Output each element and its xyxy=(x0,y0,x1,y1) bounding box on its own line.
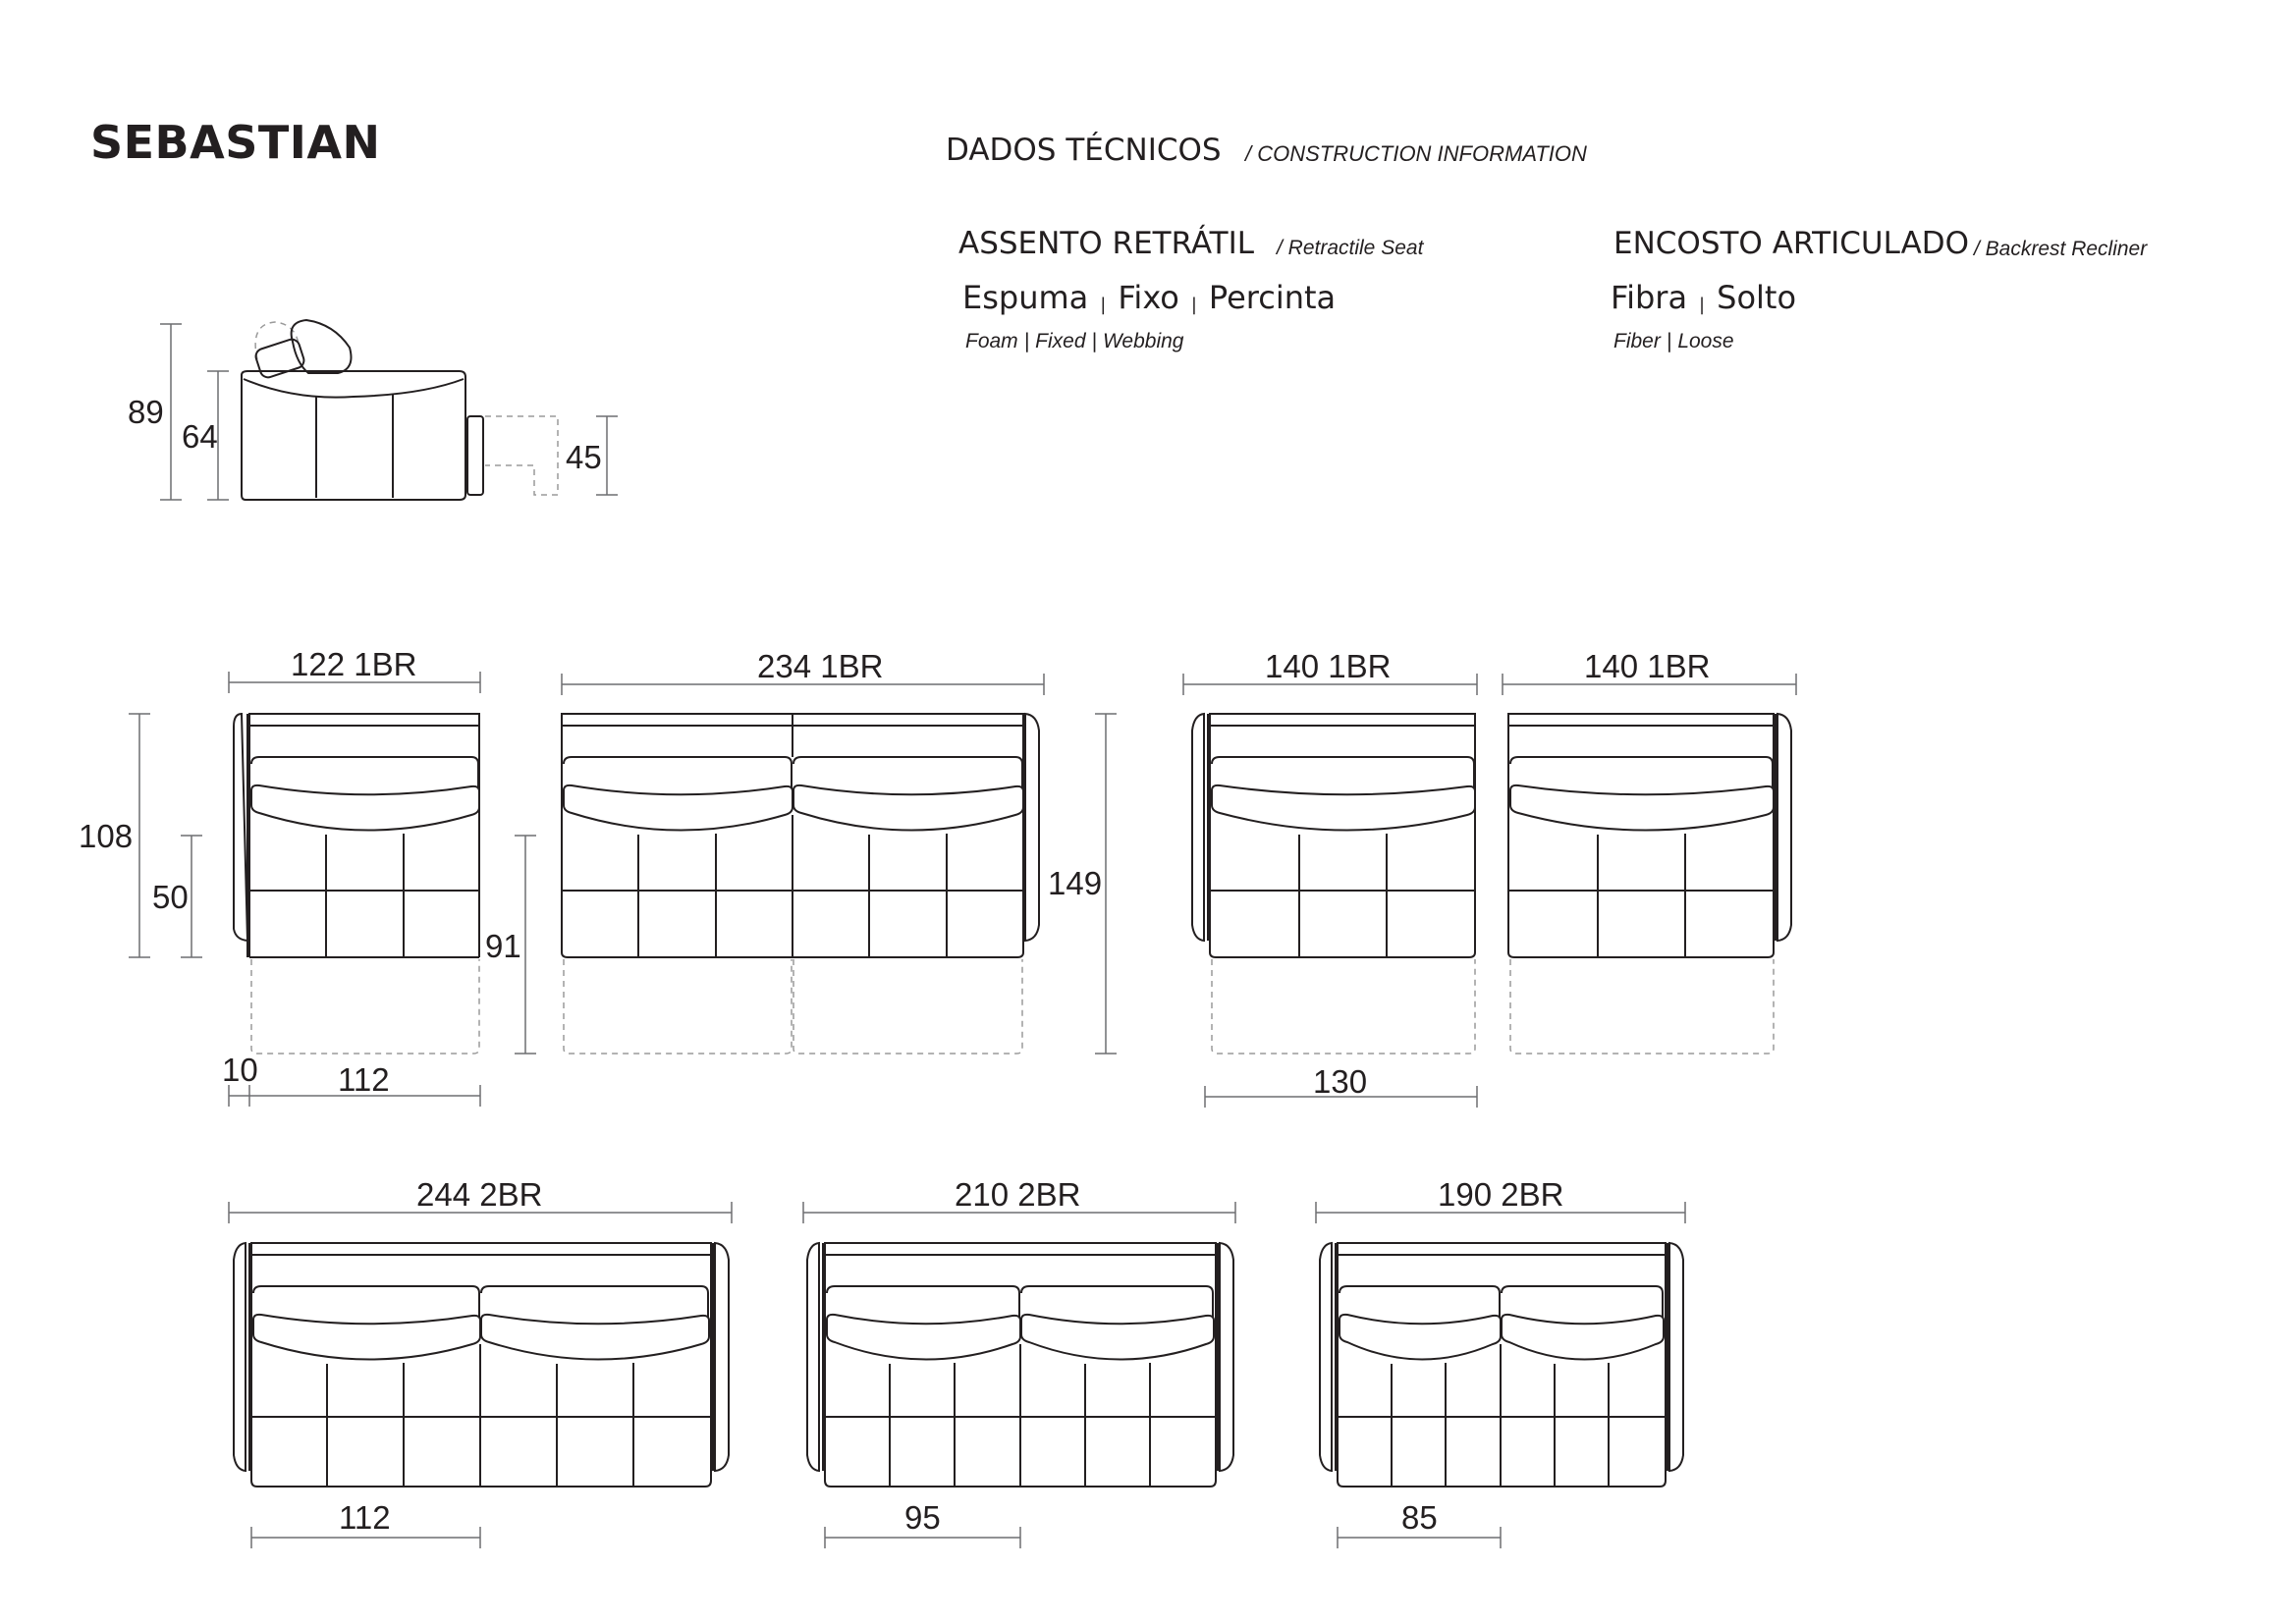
extended-footrest-outline xyxy=(1510,959,1774,1054)
seat-top-cushion xyxy=(481,1315,709,1360)
module-width-label: 122 1BR xyxy=(291,646,417,682)
arm-width-label: 10 xyxy=(222,1052,258,1088)
back-cushion xyxy=(793,757,1022,788)
module-width-label: 140 1BR xyxy=(1584,648,1711,684)
seat-spec-foam-en: Foam xyxy=(965,330,1018,352)
module-width-label: 210 2BR xyxy=(955,1176,1081,1213)
seat-subtitle: / Retractile Seat xyxy=(1277,237,1424,259)
back-frame xyxy=(249,714,479,726)
back-cushion xyxy=(481,1286,708,1318)
seat-width-label: 85 xyxy=(1401,1499,1438,1536)
sofa-210-2br xyxy=(803,1176,1235,1548)
seat-spec-fixed-en: Fixed xyxy=(1035,330,1086,352)
separator: | xyxy=(1100,295,1107,315)
body-outline xyxy=(1210,726,1475,957)
seat-top-cushion xyxy=(1510,785,1774,831)
seat-top-cushion xyxy=(564,785,793,831)
extended-footrest-outline xyxy=(485,416,558,495)
sofa-190-2br xyxy=(1316,1176,1685,1548)
back-frame xyxy=(251,1243,711,1255)
separator: | xyxy=(1666,330,1672,352)
back-cushion xyxy=(251,757,478,788)
armrest xyxy=(1669,1243,1683,1471)
seat-title: ASSENTO RETRÁTIL xyxy=(958,226,1255,261)
backrest-subtitle: / Backrest Recliner xyxy=(1974,238,2148,260)
extended-footrest-outline xyxy=(564,959,792,1054)
module-width-label: 244 2BR xyxy=(416,1176,543,1213)
depth-label: 108 xyxy=(79,818,134,854)
seat-spec-fixed: Fixo xyxy=(1118,279,1179,316)
back-frame xyxy=(825,1243,1216,1255)
seat-width-label: 130 xyxy=(1313,1063,1368,1100)
seat-top-cushion xyxy=(251,785,479,831)
body-outline xyxy=(1508,726,1774,957)
product-name: SEBASTIAN xyxy=(90,116,381,169)
extended-depth-label: 149 xyxy=(1048,865,1103,901)
armrest xyxy=(1320,1243,1332,1471)
technical-subtitle: / CONSTRUCTION INFORMATION xyxy=(1245,141,1587,166)
module-width-label: 190 2BR xyxy=(1438,1176,1564,1213)
seat-top-cushion xyxy=(1021,1315,1214,1360)
module-width-label: 234 1BR xyxy=(757,648,884,684)
back-cushion xyxy=(827,1286,1019,1318)
sofa-top-curve xyxy=(244,379,464,398)
armrest xyxy=(715,1243,729,1471)
seat-height-label: 45 xyxy=(566,439,602,475)
sofa-244-2br xyxy=(229,1176,732,1548)
seat-top-cushion xyxy=(793,785,1023,831)
seat-top-cushion xyxy=(1502,1315,1664,1360)
backrest-spec-loose-en: Loose xyxy=(1677,330,1734,352)
module-122-1br xyxy=(79,646,536,1107)
seat-top-cushion xyxy=(1339,1315,1501,1360)
back-frame xyxy=(1508,714,1774,726)
seat-spec-foam: Espuma xyxy=(962,279,1089,316)
backrest-spec-fiber: Fibra xyxy=(1611,279,1688,316)
separator: | xyxy=(1091,330,1097,352)
back-cushion xyxy=(1339,1286,1500,1318)
side-profile-view xyxy=(128,320,618,500)
module-140-1br-right xyxy=(1503,648,1796,1054)
seat-spec-webbing: Percinta xyxy=(1208,279,1337,316)
seat-top-cushion xyxy=(1212,785,1475,831)
leg-rest xyxy=(467,416,483,495)
module-140-1br-left xyxy=(1183,648,1477,1108)
extended-footrest-outline xyxy=(793,959,1022,1054)
back-cushion xyxy=(1502,1286,1663,1318)
seat-width-label: 112 xyxy=(338,1061,390,1098)
back-cushion xyxy=(1021,1286,1213,1318)
seat-width-label: 112 xyxy=(339,1499,391,1536)
armrest xyxy=(807,1243,819,1471)
armrest xyxy=(1220,1243,1233,1471)
module-width-label: 140 1BR xyxy=(1265,648,1392,684)
armrest xyxy=(234,714,247,941)
extended-depth-label: 91 xyxy=(485,928,521,964)
armrest xyxy=(1777,714,1791,941)
seat-back-height-label: 64 xyxy=(182,418,218,455)
seat-top-cushion xyxy=(253,1315,480,1360)
back-cushion xyxy=(1212,757,1474,788)
armrest xyxy=(1025,714,1039,941)
back-frame xyxy=(1210,714,1475,726)
total-height-label: 89 xyxy=(128,394,164,430)
back-cushion xyxy=(564,757,792,788)
backrest-spec-loose: Solto xyxy=(1717,279,1797,316)
back-cushion xyxy=(1510,757,1773,788)
armrest xyxy=(1192,714,1204,941)
separator: | xyxy=(1699,295,1706,315)
seat-top-cushion xyxy=(827,1315,1020,1360)
separator: | xyxy=(1023,330,1030,352)
separator: | xyxy=(1190,295,1197,315)
extended-footrest-outline xyxy=(251,959,479,1054)
seat-width-label: 95 xyxy=(904,1499,941,1536)
module-234-1br xyxy=(562,648,1117,1054)
backrest-spec-fiber-en: Fiber xyxy=(1613,330,1661,352)
seat-spec-webbing-en: Webbing xyxy=(1102,330,1184,352)
back-cushion xyxy=(253,1286,479,1318)
backrest-title: ENCOSTO ARTICULADO xyxy=(1613,226,1970,261)
arm-height-label: 50 xyxy=(152,879,189,915)
extended-footrest-outline xyxy=(1212,959,1475,1054)
back-frame xyxy=(1338,1243,1666,1255)
armrest xyxy=(234,1243,246,1471)
technical-title: DADOS TÉCNICOS xyxy=(946,133,1222,168)
